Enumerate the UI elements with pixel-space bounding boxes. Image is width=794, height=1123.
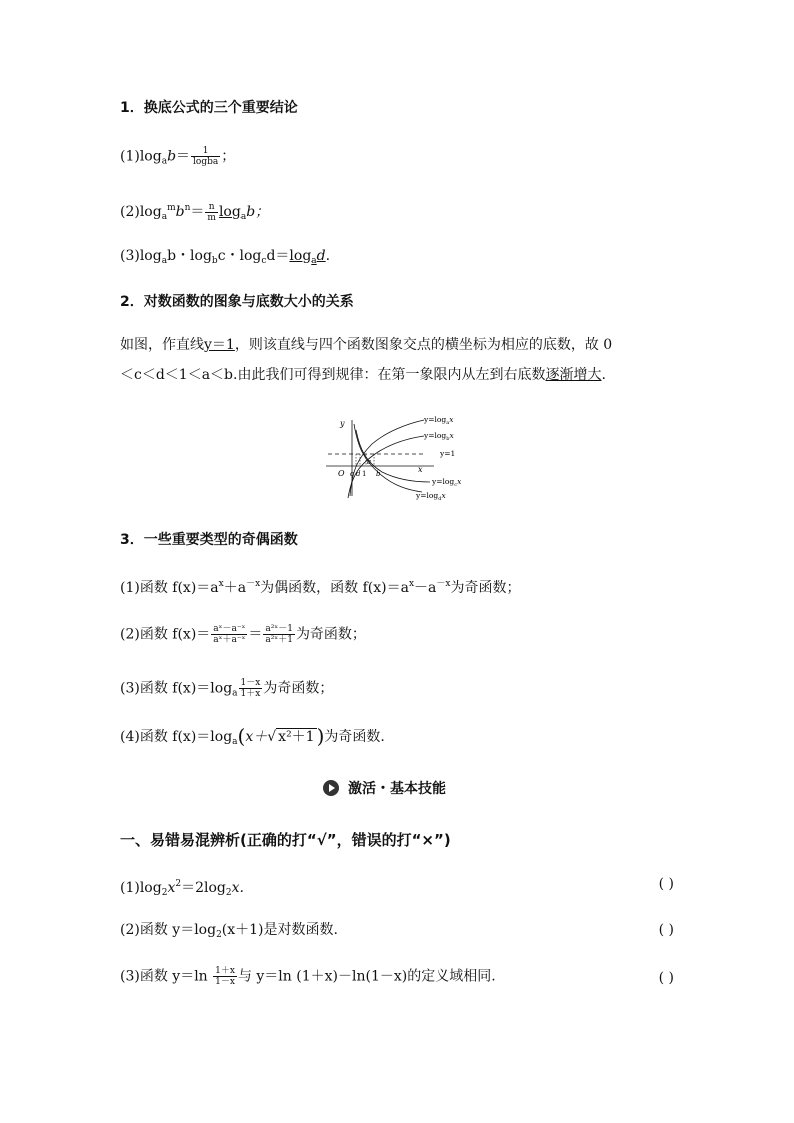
play-circle-icon [322, 779, 340, 797]
fraction: $\frac{\text{a²ˣ－1}}{\text{a²ˣ＋1}}$ [265, 624, 293, 645]
log-graph-figure [322, 410, 472, 502]
answer-blank-2[interactable]: ( ) [658, 922, 674, 938]
question-2: (2)函数 $y=\log_2(x+1)$是对数函数. [120, 922, 338, 940]
answer-blank-1[interactable]: ( ) [658, 876, 674, 892]
curve-log-c [356, 430, 430, 482]
banner-title: 激活・基本技能 [348, 781, 446, 797]
parity-item-4: (4)函数 $f(x)=\log_a(x+√$ x²＋1 )为奇函数. [120, 724, 385, 748]
question-3: (3)函数 y＝ln $\frac{1+x}{1-x}$ 与 y＝ln (1＋x)－ln(1－x)的定义域相同. [120, 966, 496, 987]
label-d: d [356, 470, 361, 478]
label-b: b [376, 470, 381, 478]
section2-paragraph [120, 330, 680, 390]
parity-item-2: (2)函数 f(x)＝ $\frac{\text{aˣ－a⁻ˣ}}{\text{aˣ＋a⁻ˣ}}$ ＝ $\frac{\text{a²ˣ－1}}{\text{a²ˣ＋1}}$ 为奇函数； [120, 624, 366, 645]
origin-label: O [338, 469, 345, 478]
fraction: $\frac{1+x}{1-x}$ [215, 966, 235, 987]
question-1: $(1)\log_2x^2=2\log_2x$. [120, 879, 244, 898]
curve-label-d: $y=\log_dx$ [416, 491, 446, 502]
curve-log-d [354, 424, 422, 492]
curve-label-a: $y=\log_ax$ [424, 415, 454, 426]
label-a: a [367, 458, 372, 466]
fraction: $\frac{n}{m}$ [207, 201, 216, 223]
formula-3: $(3)\log_ab$・$\log_bc$・$\log_cd=\log_ad$. [120, 248, 331, 266]
section4-title: 一、易错易混辨析(正确的打“√”，错误的打“×”) [120, 831, 451, 849]
paragraph-line-2: ＜c＜d＜1＜a＜b.由此我们可得到规律：在第一象限内从左到右底数逐渐增大. [120, 367, 606, 383]
skills-banner [322, 778, 446, 798]
curve-label-c: $y=\log_cx$ [432, 477, 462, 488]
label-c: c [350, 470, 354, 478]
line-label-y1: y=1 [440, 449, 456, 458]
curve-label-b: $y=\log_bx$ [424, 431, 454, 442]
label-one: 1 [362, 470, 367, 478]
formula-1: $(1)\log_ab=$ $\frac{1}{\text{logba}}$ ； [120, 146, 236, 167]
fraction: $\frac{1}{\text{logba}}$ [193, 146, 219, 167]
parity-item-3: (3)函数 $f(x)=\log_a$ $\frac{1-x}{1+x}$ 为奇函数； [120, 678, 334, 699]
fraction: $\frac{\text{aˣ－a⁻ˣ}}{\text{aˣ＋a⁻ˣ}}$ [213, 624, 246, 645]
answer-blank-3[interactable]: ( ) [658, 970, 674, 986]
section2-title: 2．对数函数的图象与底数大小的关系 [120, 294, 354, 310]
x-axis-label: x [418, 465, 423, 474]
fraction: $\frac{1-x}{1+x}$ [240, 678, 261, 699]
parity-item-1: (1)函数 $f(x)=a^x+a^{-x}$为偶函数，函数 $f(x)=a^x-a^{-x}$为奇函数； [120, 579, 521, 596]
paragraph-line-1: 如图，作直线y＝1，则该直线与四个函数图象交点的横坐标为相应的底数，故 0 [120, 337, 613, 353]
section3-title: 3．一些重要类型的奇偶函数 [120, 532, 298, 548]
section1-title: 1．换底公式的三个重要结论 [120, 100, 298, 116]
y-axis-label: y [340, 419, 345, 428]
curve-log-a [350, 420, 424, 496]
formula-2: $(2)\log_a^mb^n=$ $\frac{n}{m}$ $\log_ab$； [120, 201, 270, 223]
